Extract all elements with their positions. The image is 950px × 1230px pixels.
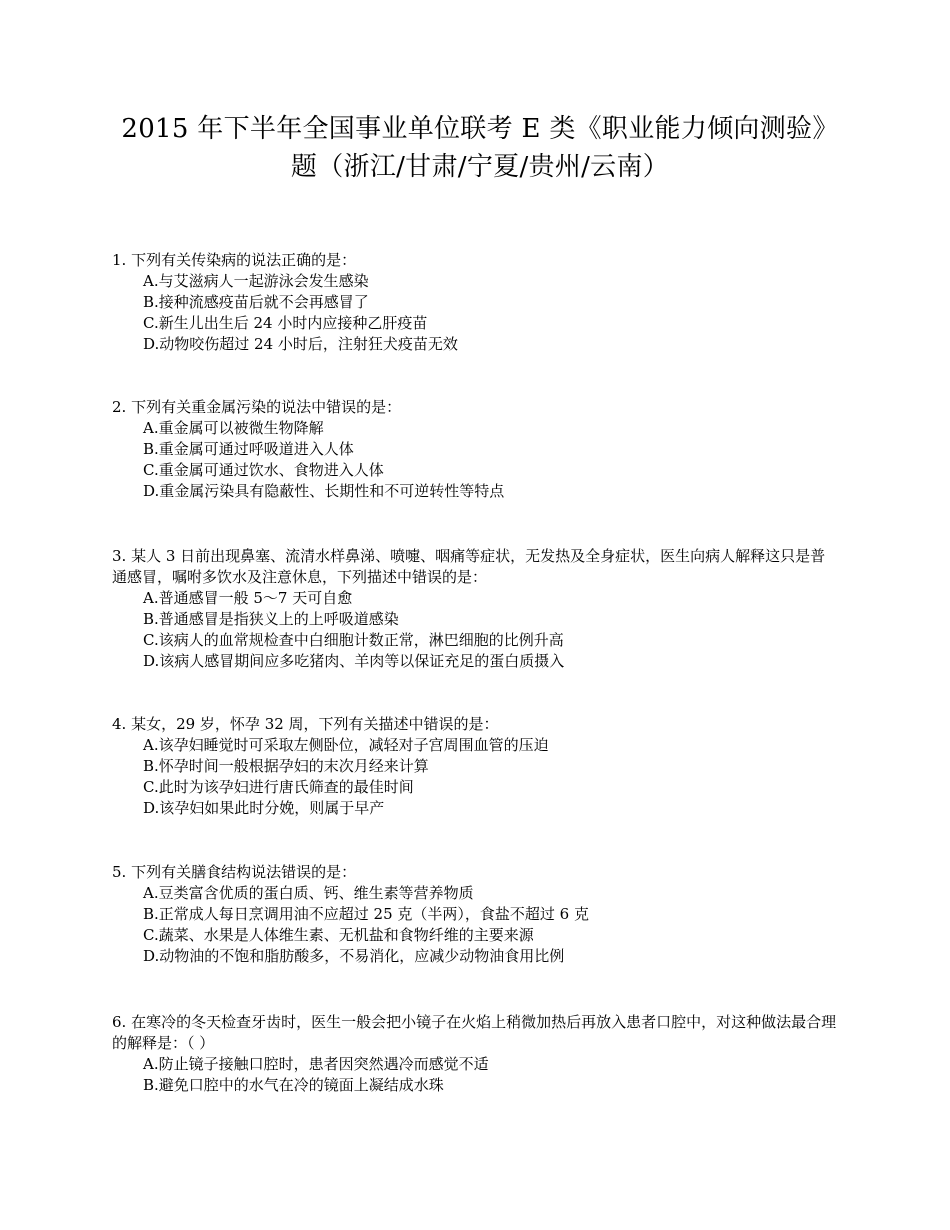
question-6 (112, 1012, 840, 1096)
option-a: A.普通感冒一般 5～7 天可自愈 (143, 589, 353, 607)
option-c: C.该病人的血常规检查中白细胞计数正常，淋巴细胞的比例升高 (143, 631, 564, 649)
question-stem: 1. 下列有关传染病的说法正确的是： (112, 251, 357, 269)
option-c: C.此时为该孕妇进行唐氏筛查的最佳时间 (143, 778, 414, 796)
question-stem: 5. 下列有关膳食结构说法错误的是： (112, 863, 357, 881)
option-d: D.动物咬伤超过 24 小时后，注射狂犬疫苗无效 (143, 335, 458, 353)
title-line-1: 2015 年下半年全国事业单位联考 E 类《职业能力倾向测验》 (121, 114, 839, 144)
option-d: D.该病人感冒期间应多吃猪肉、羊肉等以保证充足的蛋白质摄入 (143, 652, 565, 670)
question-stem: 2. 下列有关重金属污染的说法中错误的是： (112, 398, 402, 416)
question-stem: 3. 某人 3 日前出现鼻塞、流清水样鼻涕、喷嚏、咽痛等症状，无发热及全身症状，医生向病人解释这只是普通感冒，嘱咐多饮水及注意休息，下列描述中错误的是： (112, 547, 826, 586)
option-b: B.怀孕时间一般根据孕妇的末次月经来计算 (143, 757, 429, 775)
question-5 (112, 862, 840, 967)
document-title (100, 110, 860, 186)
question-stem: 6. 在寒冷的冬天检查牙齿时，医生一般会把小镜子在火焰上稍微加热后再放入患者口腔中，对这种做法最合理的解释是：（ ） (112, 1013, 837, 1052)
question-3 (112, 546, 840, 672)
option-b: B.避免口腔中的水气在冷的镜面上凝结成水珠 (143, 1076, 444, 1094)
option-c: C.蔬菜、水果是人体维生素、无机盐和食物纤维的主要来源 (143, 926, 534, 944)
option-b: B.接种流感疫苗后就不会再感冒了 (143, 293, 369, 311)
question-stem: 4. 某女，29 岁，怀孕 32 周，下列有关描述中错误的是： (112, 715, 499, 733)
option-b: B.正常成人每日烹调用油不应超过 25 克（半两），食盐不超过 6 克 (143, 905, 589, 923)
option-a: A.防止镜子接触口腔时，患者因突然遇冷而感觉不适 (143, 1055, 489, 1073)
option-d: D.该孕妇如果此时分娩，则属于早产 (143, 799, 385, 817)
option-c: C.重金属可通过饮水、食物进入人体 (143, 461, 384, 479)
option-c: C.新生儿出生后 24 小时内应接种乙肝疫苗 (143, 314, 428, 332)
question-4 (112, 714, 840, 819)
option-a: A.与艾滋病人一起游泳会发生感染 (143, 272, 369, 290)
option-a: A.重金属可以被微生物降解 (143, 419, 324, 437)
title-line-2: 题（浙江/甘肃/宁夏/贵州/云南） (290, 152, 670, 182)
option-b: B.普通感冒是指狭义上的上呼吸道感染 (143, 610, 399, 628)
question-2 (112, 397, 840, 502)
option-a: A.豆类富含优质的蛋白质、钙、维生素等营养物质 (143, 884, 474, 902)
option-a: A.该孕妇睡觉时可采取左侧卧位，减轻对子宫周围血管的压迫 (143, 736, 549, 754)
option-d: D.动物油的不饱和脂肪酸多，不易消化，应减少动物油食用比例 (143, 947, 565, 965)
question-1 (112, 250, 840, 355)
option-b: B.重金属可通过呼吸道进入人体 (143, 440, 354, 458)
option-d: D.重金属污染具有隐蔽性、长期性和不可逆转性等特点 (143, 482, 505, 500)
